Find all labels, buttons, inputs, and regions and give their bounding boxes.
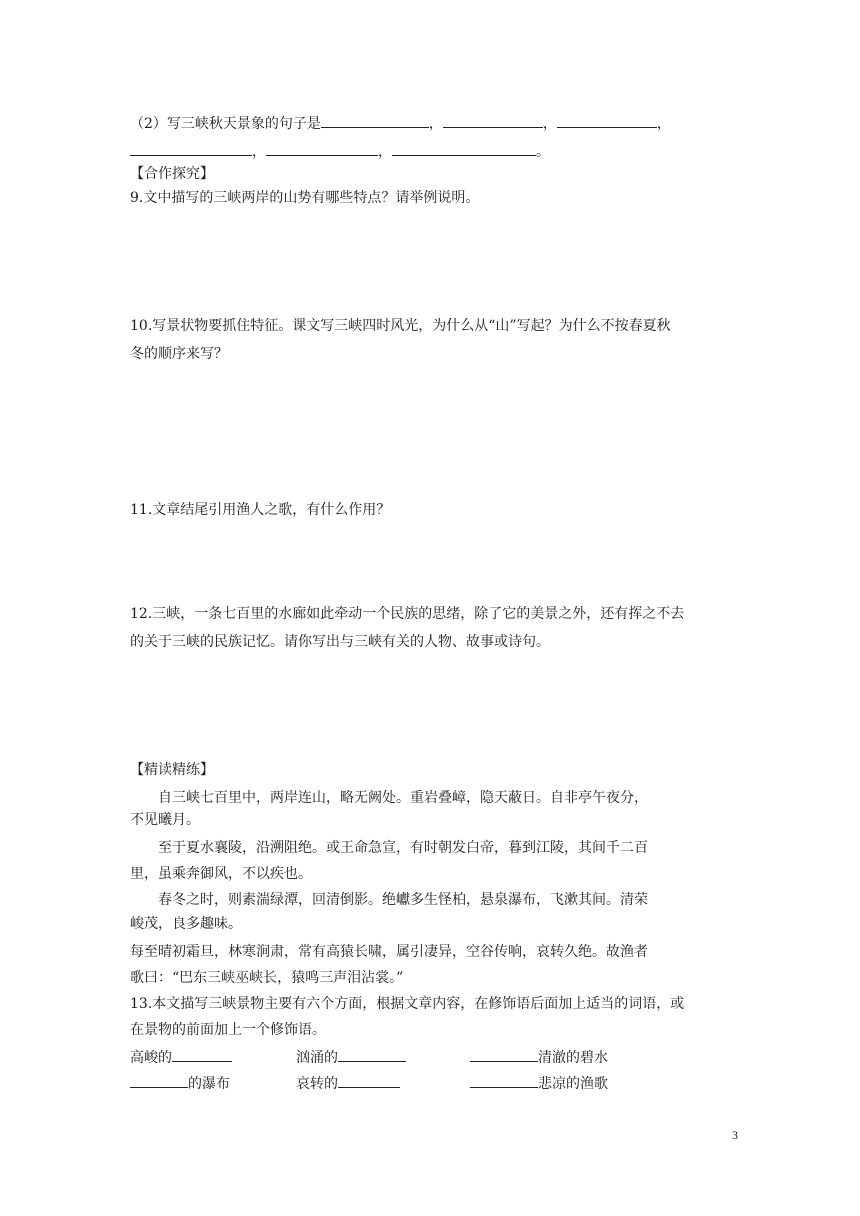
- question-9: 9.文中描写的三峡两岸的山势有哪些特点？请举例说明。: [130, 190, 480, 206]
- question-8-2-prefix: （2）写三峡秋天景象的句子是: [130, 116, 321, 132]
- question-10-line2: 冬的顺序来写？: [130, 346, 228, 362]
- question-12-line2: 的关于三峡的民族记忆。请你写出与三峡有关的人物、故事或诗句。: [130, 634, 550, 650]
- section-heading-coop: 【合作探究】: [130, 166, 214, 182]
- passage-p4-line2: 歌曰：“巴东三峡巫峡长，猿鸣三声泪沾裳。”: [130, 970, 404, 986]
- answer-blank[interactable]: [443, 112, 543, 128]
- passage-p3-line1: 春冬之时，则素湍绿潭，回清倒影。绝巘多生怪柏，悬泉瀑布，飞漱其间。清荣: [158, 892, 648, 908]
- fill-item-3: [470, 1046, 608, 1066]
- question-10-line1: 10.写景状物要抓住特征。课文写三峡四时风光，为什么从“山”写起？为什么不按春夏秋: [130, 318, 671, 334]
- fill-item-5: [296, 1072, 400, 1092]
- fill-item-label: 悲凉的渔歌: [538, 1076, 608, 1092]
- answer-blank[interactable]: [338, 1072, 400, 1088]
- fill-item-label: 清澈的碧水: [538, 1050, 608, 1066]
- question-8-2-line2: [130, 140, 730, 162]
- page-number: 3: [732, 1128, 738, 1142]
- answer-blank[interactable]: [266, 140, 378, 156]
- fill-item-1: [130, 1046, 232, 1066]
- fill-item-label: 哀转的: [296, 1076, 338, 1092]
- fill-item-label: 的瀑布: [188, 1076, 230, 1092]
- comma: ，: [252, 144, 266, 160]
- fill-item-label: 高峻的: [130, 1050, 172, 1066]
- fill-item-6: [470, 1072, 608, 1092]
- answer-blank[interactable]: [130, 1072, 188, 1088]
- passage-p4-line1: 每至晴初霜旦，林寒涧肃，常有高猿长啸，属引凄异，空谷传响，哀转久绝。故渔者: [130, 944, 648, 960]
- answer-blank[interactable]: [470, 1046, 538, 1062]
- answer-blank[interactable]: [557, 112, 657, 128]
- comma: ，: [428, 116, 443, 132]
- question-12-line1: 12.三峡，一条七百里的水廊如此牵动一个民族的思绪，除了它的美景之外，还有挥之不去: [130, 606, 685, 622]
- fill-item-label: 汹涌的: [296, 1050, 338, 1066]
- period: 。: [536, 144, 550, 160]
- comma: ，: [656, 116, 671, 132]
- answer-blank[interactable]: [470, 1072, 538, 1088]
- answer-blank[interactable]: [321, 112, 429, 128]
- answer-blank[interactable]: [338, 1046, 406, 1062]
- answer-blank[interactable]: [172, 1046, 232, 1062]
- passage-p2-line1: 至于夏水襄陵，沿溯阻绝。或王命急宣，有时朝发白帝，暮到江陵，其间千二百: [158, 840, 648, 856]
- fill-item-2: [296, 1046, 406, 1066]
- comma: ，: [378, 144, 392, 160]
- passage-p1-line2: 不见曦月。: [130, 812, 200, 828]
- answer-blank[interactable]: [392, 140, 536, 156]
- section-heading-reading: 【精读精练】: [130, 762, 214, 778]
- comma: ，: [542, 116, 557, 132]
- passage-p3-line2: 峻茂，良多趣味。: [130, 916, 242, 932]
- fill-item-4: [130, 1072, 230, 1092]
- passage-p2-line2: 里，虽乘奔御风，不以疾也。: [130, 866, 312, 882]
- answer-blank[interactable]: [130, 140, 252, 156]
- question-13-line1: 13.本文描写三峡景物主要有六个方面，根据文章内容，在修饰语后面加上适当的词语，或: [130, 996, 685, 1012]
- question-8-2-line1: [130, 112, 730, 134]
- question-11: 11.文章结尾引用渔人之歌，有什么作用？: [130, 502, 391, 518]
- question-13-line2: 在景物的前面加上一个修饰语。: [130, 1022, 326, 1038]
- passage-p1-line1: 自三峡七百里中，两岸连山，略无阙处。重岩叠嶂，隐天蔽日。自非亭午夜分，: [158, 790, 648, 806]
